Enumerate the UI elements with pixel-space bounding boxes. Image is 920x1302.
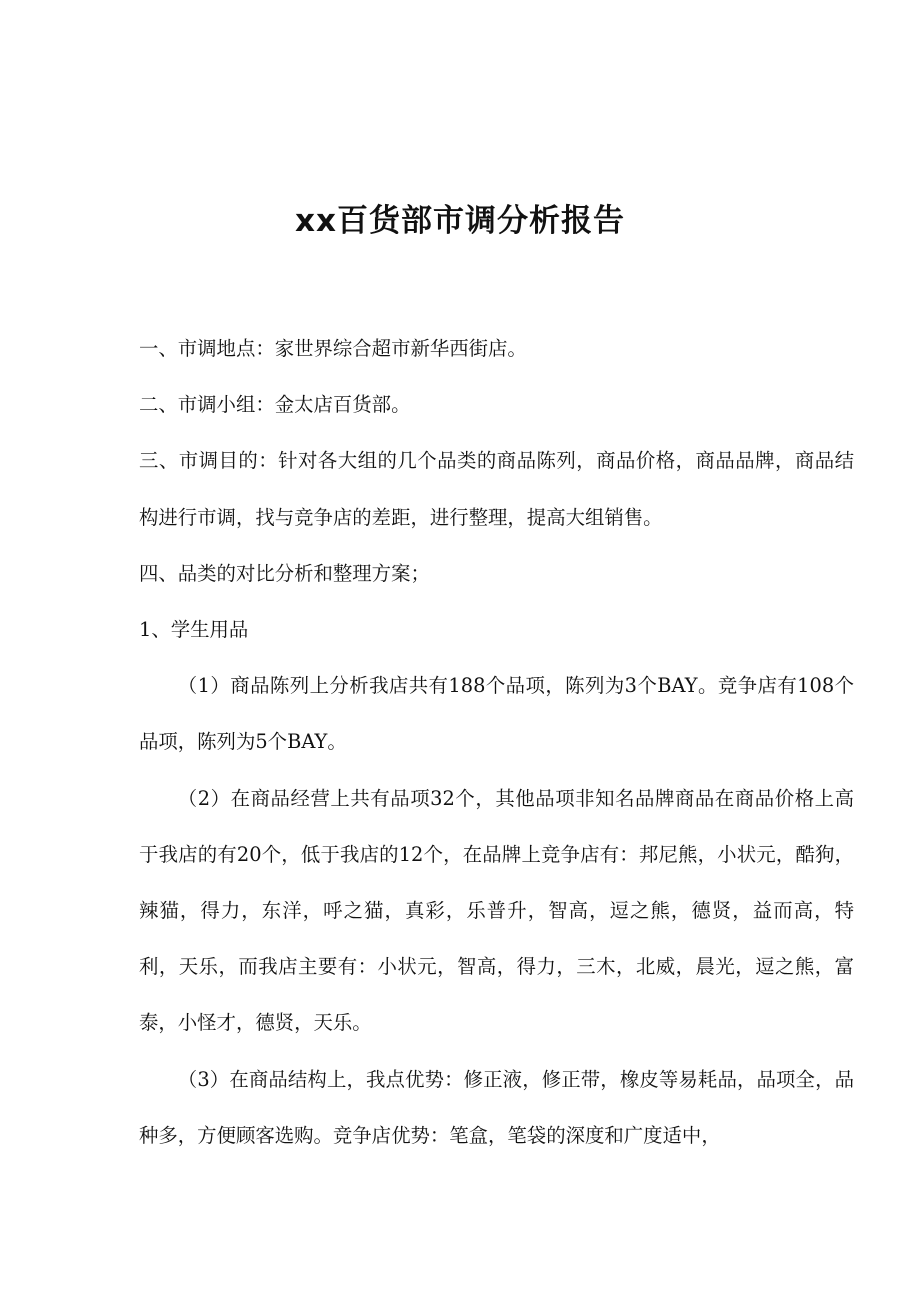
paragraph-item-2: （2）在商品经营上共有品项32个，其他品项非知名品牌商品在商品价格上高于我店的有20个，低于我店的12个，在品牌上竞争店有：邦尼熊，小状元，酷狗，辣猫，得力，东洋，呼之猫，真彩，乐普升，智高，逗之熊，德贤，益而高，特利，天乐，而我店主要有：小状元，智高，得力，三木，北威，晨光，逗之熊，富泰，小怪才，德贤，天乐。 bbox=[139, 786, 854, 1035]
document-title: xx百货部市调分析报告 bbox=[295, 203, 625, 239]
paragraph-item-3: （3）在商品结构上，我点优势：修正液，修正带，橡皮等易耗品，品项全，品种多，方便顾客选购。竞争店优势：笔盒，笔袋的深度和广度适中， bbox=[139, 1067, 854, 1147]
paragraph-section-student-supplies: 1、学生用品 bbox=[139, 618, 249, 642]
paragraph-item-1: （1）商品陈列上分析我店共有188个品项，陈列为3个BAY。竞争店有108个品项，陈列为5个BAY。 bbox=[139, 674, 854, 754]
paragraph-location: 一、市调地点：家世界综合超市新华西街店。 bbox=[139, 337, 527, 360]
paragraph-team: 二、市调小组：金太店百货部。 bbox=[139, 393, 411, 417]
document-body bbox=[139, 321, 854, 1164]
paragraph-analysis-heading: 四、品类的对比分析和整理方案； bbox=[139, 561, 430, 585]
paragraph-purpose: 三、市调目的：针对各大组的几个品类的商品陈列，商品价格，商品品牌，商品结构进行市调，找与竞争店的差距，进行整理，提高大组销售。 bbox=[139, 449, 854, 529]
